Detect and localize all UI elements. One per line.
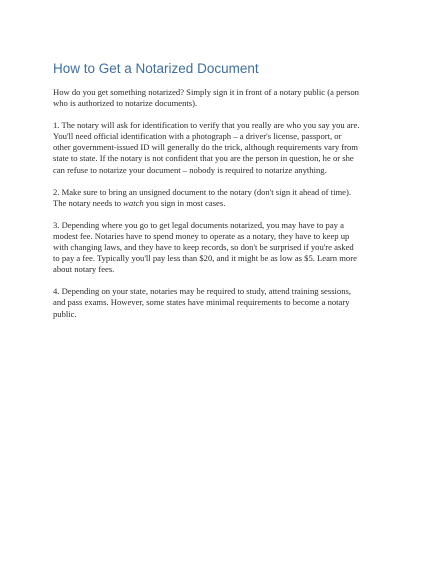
paragraph-line: 1. The notary will ask for identification to verify that you really are who you say you are. — [53, 120, 360, 131]
line-text: The notary needs to — [53, 197, 124, 208]
step-3-paragraph — [53, 220, 403, 275]
step-4-paragraph — [53, 286, 403, 319]
paragraph-line — [53, 198, 403, 209]
paragraph-line: How do you get something notarized? Simply sign it in front of a notary public (a person — [53, 87, 359, 97]
paragraph-line: 2. Make sure to bring an unsigned document to the notary (don't sign it ahead of time). — [53, 186, 351, 197]
paragraph-line: to pay a fee. Typically you'll pay less than $20, and it might be as low as $5. Learn more — [53, 253, 357, 264]
step-2-paragraph — [53, 187, 403, 209]
paragraph-line: can refuse to notarize your document – nobody is required to notarize anything. — [53, 164, 327, 175]
paragraph-line: public. — [53, 308, 77, 319]
paragraph-line: other government-issued ID will generally do the trick, although requirements vary from — [53, 142, 358, 153]
document-title: How to Get a Notarized Document — [53, 61, 259, 76]
step-1-paragraph — [53, 120, 403, 175]
paragraph-line: 4. Depending on your state, notaries may be required to study, attend training sessions, — [53, 286, 352, 297]
paragraph-line: who is authorized to notarize documents). — [53, 98, 198, 109]
emphasis-text: watch — [123, 197, 144, 208]
intro-paragraph — [53, 87, 403, 109]
paragraph-line: modest fee. Notaries have to spend money to operate as a notary, they have to keep up — [53, 230, 350, 241]
paragraph-line: You'll need official identification with a photograph – a driver's license, passport, or — [53, 131, 342, 142]
paragraph-line: about notary fees. — [53, 264, 115, 275]
paragraph-line: and pass exams. However, some states have minimal requirements to become a notary — [53, 297, 350, 308]
paragraph-line: state to state. If the notary is not confident that you are the person in question, he or she — [53, 153, 354, 164]
line-text: you sign in most cases. — [143, 197, 226, 208]
paragraph-line: with changing laws, and they have to keep records, so don't be surprised if you're asked — [53, 242, 354, 253]
document-content — [53, 61, 403, 331]
paragraph-line: 3. Depending where you go to get legal documents notarized, you may have to pay a — [53, 219, 344, 230]
